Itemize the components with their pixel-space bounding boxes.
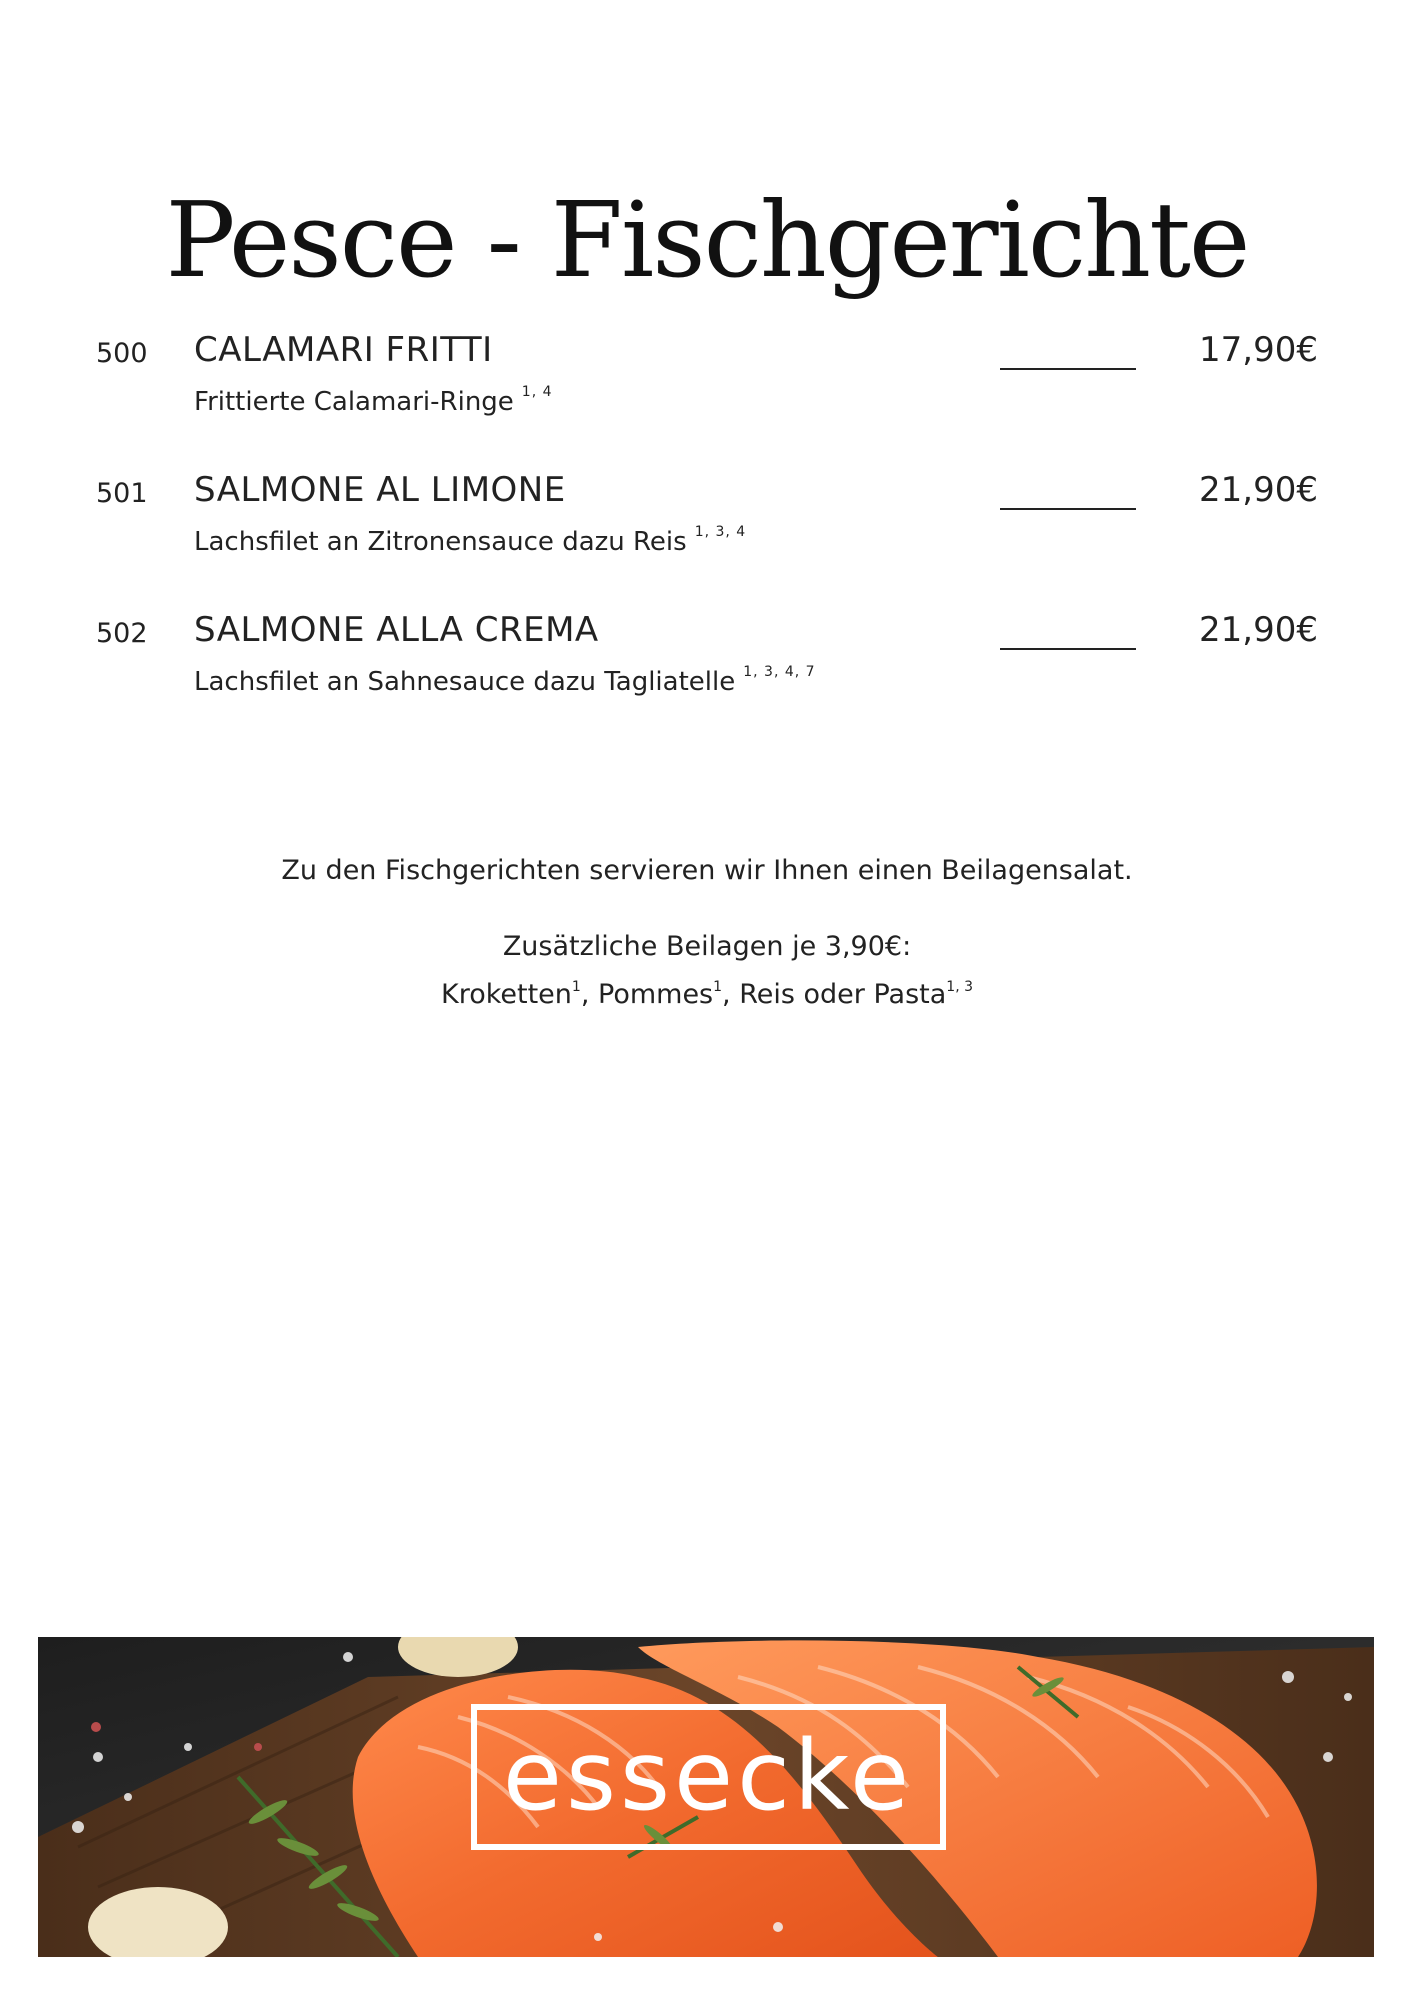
side-kroketten-allergens: 1 <box>571 979 581 995</box>
item-number: 502 <box>96 618 148 649</box>
menu-item <box>0 330 1414 450</box>
item-description-text: Lachsfilet an Sahnesauce dazu Tagliatelle <box>194 667 736 697</box>
side-kroketten: Kroketten <box>440 979 572 1010</box>
separator: , <box>580 979 598 1010</box>
side-reis-pasta-allergens: 1, 3 <box>946 979 974 995</box>
item-number: 500 <box>96 338 148 369</box>
sides-heading: Zusätzliche Beilagen je 3,90€: <box>502 931 912 962</box>
price-leader-line <box>1000 648 1136 650</box>
item-description <box>194 664 816 697</box>
item-description-text: Lachsfilet an Zitronensauce dazu Reis <box>194 527 687 557</box>
side-pommes: Pommes <box>598 979 714 1010</box>
page-title: Pesce - Fischgerichte <box>165 178 1249 301</box>
item-price: 21,90€ <box>1199 470 1318 510</box>
item-price: 21,90€ <box>1199 610 1318 650</box>
salad-note: Zu den Fischgerichten servieren wir Ihnen einen Beilagensalat. <box>281 855 1133 886</box>
side-pommes-allergens: 1 <box>713 979 723 995</box>
salmon-banner-image <box>38 1637 1374 1957</box>
item-number: 501 <box>96 478 148 509</box>
item-description <box>194 524 746 557</box>
price-leader-line <box>1000 368 1136 370</box>
item-allergens: 1, 3, 4, 7 <box>743 664 816 680</box>
item-name: CALAMARI FRITTI <box>194 330 493 370</box>
separator: , <box>722 979 740 1010</box>
item-name: SALMONE ALLA CREMA <box>194 610 599 650</box>
item-description <box>194 384 553 417</box>
essecke-logo <box>474 1707 943 1847</box>
item-price: 17,90€ <box>1199 330 1318 370</box>
sides-list <box>0 967 1414 1015</box>
price-leader-line <box>1000 508 1136 510</box>
menu-item <box>0 470 1414 590</box>
item-allergens: 1, 4 <box>521 384 553 400</box>
menu-item <box>0 610 1414 730</box>
side-reis-pasta: Reis oder Pasta <box>739 979 947 1010</box>
salmon-illustration <box>38 1637 1374 1957</box>
item-name: SALMONE AL LIMONE <box>194 470 566 510</box>
item-allergens: 1, 3, 4 <box>694 524 747 540</box>
logo-text: essecke <box>502 1720 914 1832</box>
item-description-text: Frittierte Calamari-Ringe <box>194 387 514 417</box>
